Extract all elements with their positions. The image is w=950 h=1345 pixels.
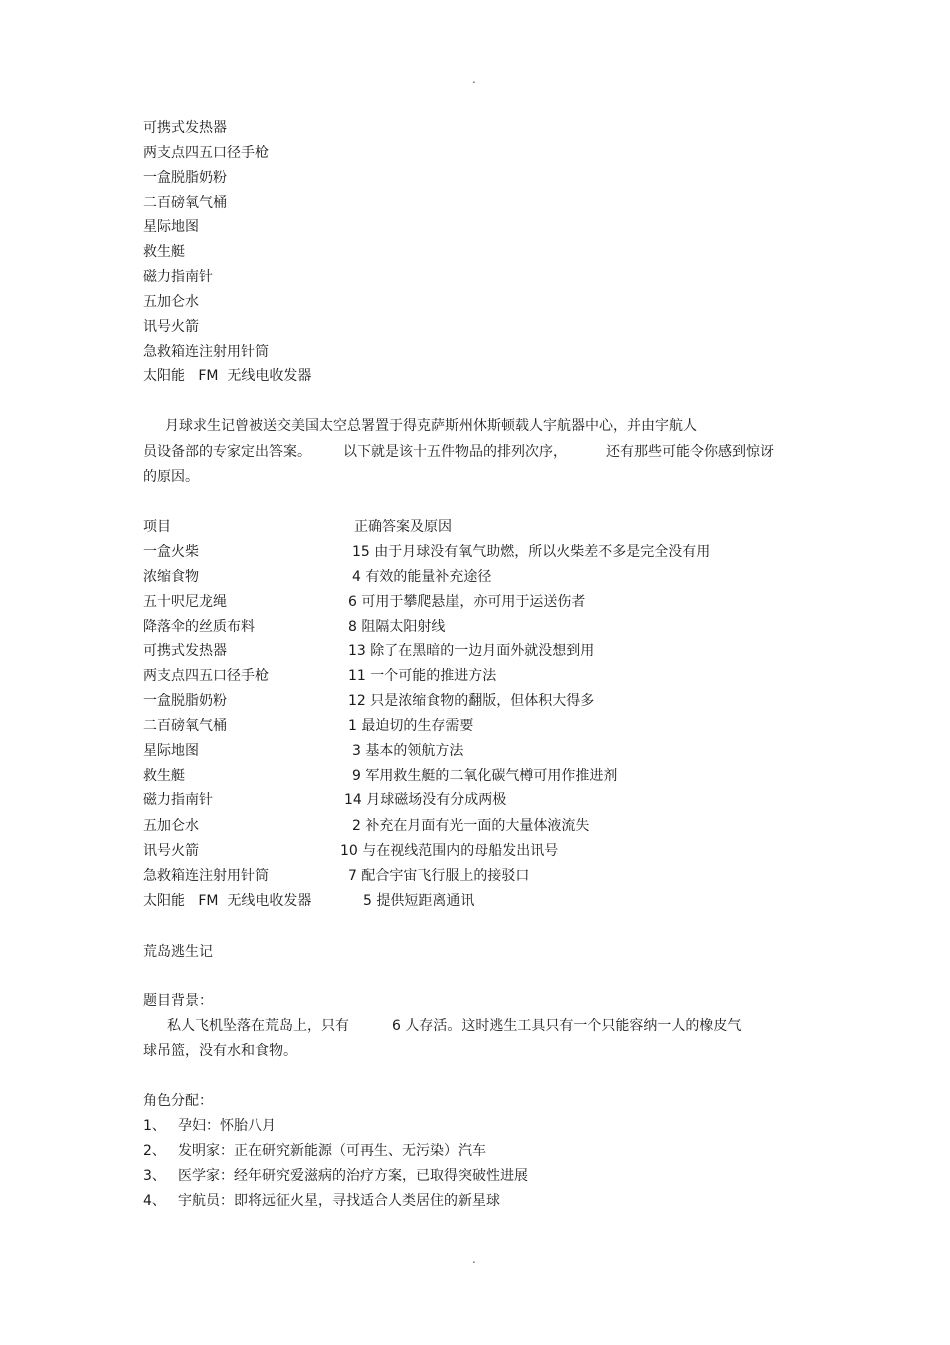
table-row-item: 五十呎尼龙绳 xyxy=(143,594,227,610)
table-row-answer: 8 阻隔太阳射线 xyxy=(348,619,446,635)
page-bottom-marker: . xyxy=(472,1252,476,1266)
table-row-answer: 13 除了在黑暗的一边月面外就没想到用 xyxy=(348,643,595,659)
list-item: 星际地图 xyxy=(143,219,199,235)
role-number: 4、 xyxy=(143,1193,166,1209)
table-row-answer: 1 最迫切的生存需要 xyxy=(348,718,474,734)
table-row-item: 一盒脱脂奶粉 xyxy=(143,693,227,709)
table-row-item: 一盒火柴 xyxy=(143,544,199,560)
table-row-item: 可携式发热器 xyxy=(143,643,227,659)
table-row-item: 磁力指南针 xyxy=(143,792,213,808)
table-header-answer: 正确答案及原因 xyxy=(354,519,452,535)
table-row-answer: 9 军用救生艇的二氧化碳气樽可用作推进剂 xyxy=(352,768,618,784)
role-text: 医学家：经年研究爱滋病的治疗方案，已取得突破性进展 xyxy=(178,1168,528,1184)
table-row-answer: 10 与在视线范围内的母船发出讯号 xyxy=(340,843,559,859)
table-row-answer: 6 可用于攀爬悬崖，亦可用于运送伤者 xyxy=(348,594,586,610)
table-row-answer: 4 有效的能量补充途径 xyxy=(352,569,492,585)
table-row-answer: 15 由于月球没有氧气助燃，所以火柴差不多是完全没有用 xyxy=(352,544,711,560)
table-row-answer: 5 提供短距离通讯 xyxy=(363,893,475,909)
role-number: 2、 xyxy=(143,1143,166,1159)
role-text: 宇航员：即将远征火星，寻找适合人类居住的新星球 xyxy=(178,1193,500,1209)
list-item: 一盒脱脂奶粉 xyxy=(143,170,227,186)
role-text: 发明家：正在研究新能源（可再生、无污染）汽车 xyxy=(178,1143,486,1159)
page-top-marker: . xyxy=(472,72,476,86)
list-item: 五加仑水 xyxy=(143,294,199,310)
table-row-item: 二百磅氧气桶 xyxy=(143,718,227,734)
table-row-answer: 12 只是浓缩食物的翻版，但体积大得多 xyxy=(348,693,595,709)
table-row-answer: 11 一个可能的推进方法 xyxy=(348,668,497,684)
table-row-item: 降落伞的丝质布料 xyxy=(143,619,255,635)
list-item: 太阳能 FM 无线电收发器 xyxy=(143,368,312,384)
background-text: 球吊篮，没有水和食物。 xyxy=(143,1043,297,1059)
table-row-item: 星际地图 xyxy=(143,743,199,759)
list-item: 救生艇 xyxy=(143,244,185,260)
role-text: 孕妇：怀胎八月 xyxy=(178,1118,276,1134)
background-text: 私人飞机坠落在荒岛上，只有 xyxy=(167,1018,349,1034)
table-row-item: 浓缩食物 xyxy=(143,569,199,585)
section-title: 荒岛逃生记 xyxy=(143,944,213,960)
intro-line: 还有那些可能令你感到惊讶 xyxy=(606,444,774,460)
table-row-answer: 14 月球磁场没有分成两极 xyxy=(344,792,507,808)
list-item: 二百磅氧气桶 xyxy=(143,195,227,211)
intro-line: 月球求生记曾被送交美国太空总署置于得克萨斯州休斯顿载人宇航器中心，并由宇航人 xyxy=(165,418,697,434)
intro-line: 以下就是该十五件物品的排列次序， xyxy=(343,444,567,460)
table-row-item: 太阳能 FM 无线电收发器 xyxy=(143,893,312,909)
list-item: 急救箱连注射用针筒 xyxy=(143,344,269,360)
intro-line: 员设备部的专家定出答案。 xyxy=(143,444,311,460)
table-row-item: 讯号火箭 xyxy=(143,843,199,859)
background-label: 题目背景： xyxy=(143,993,213,1009)
list-item: 磁力指南针 xyxy=(143,269,213,285)
table-row-item: 两支点四五口径手枪 xyxy=(143,668,269,684)
roles-label: 角色分配： xyxy=(143,1093,213,1109)
table-row-answer: 7 配合宇宙飞行服上的接驳口 xyxy=(348,868,530,884)
role-number: 1、 xyxy=(143,1118,166,1134)
background-text: 6 人存活。这时逃生工具只有一个只能容纳一人的橡皮气 xyxy=(392,1018,742,1034)
role-number: 3、 xyxy=(143,1168,166,1184)
table-row-item: 救生艇 xyxy=(143,768,185,784)
table-row-answer: 3 基本的领航方法 xyxy=(352,743,464,759)
table-row-item: 急救箱连注射用针筒 xyxy=(143,868,269,884)
list-item: 两支点四五口径手枪 xyxy=(143,145,269,161)
intro-line: 的原因。 xyxy=(143,469,199,485)
list-item: 可携式发热器 xyxy=(143,120,227,136)
table-row-answer: 2 补充在月面有光一面的大量体液流失 xyxy=(352,818,590,834)
table-header-item: 项目 xyxy=(143,519,171,535)
list-item: 讯号火箭 xyxy=(143,319,199,335)
table-row-item: 五加仑水 xyxy=(143,818,199,834)
